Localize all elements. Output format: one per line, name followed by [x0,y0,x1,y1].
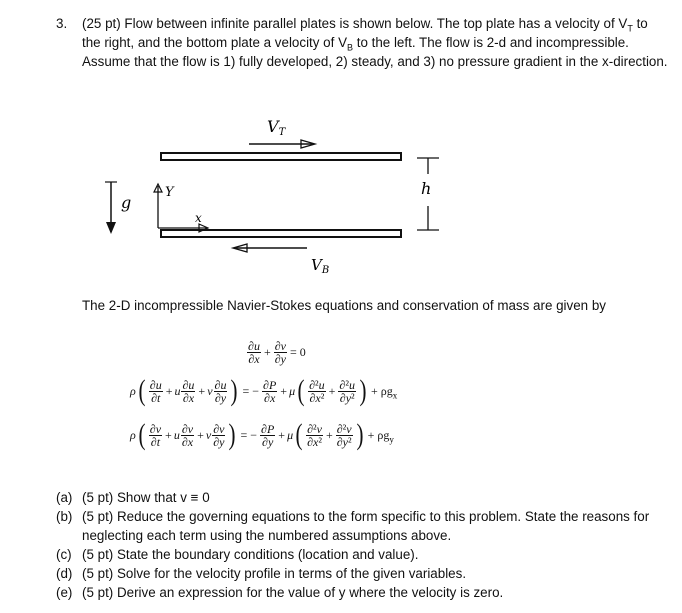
problem-text: (25 pt) Flow between infinite parallel plates is shown below. The top plate has a velocity of $V_T$ to the right, and the bottom plate a velocity of $V_B$ to the left. The flow is 2-d and incompressible. Assume that the flow is 1) fully developed, 2) steady, and 3) no pressure gradient in the x-direction. [82,16,668,69]
top-velocity-label: VT [267,117,286,138]
question-parts [56,488,668,602]
part-e: (e) (5 pt) Derive an expression for the value of y where the velocity is zero. [56,585,504,600]
bottom-velocity-label: $V_B$ [311,256,330,276]
y-axis-label: Y [165,185,174,200]
x-axis-label: x [195,211,202,225]
part-a: (a) (5 pt) Show that v ≡ 0 [56,490,210,505]
gap-label: h [421,179,432,198]
parallel-plates-diagram [95,110,455,276]
top-plate [161,153,401,160]
part-c: (c) (5 pt) State the boundary conditions (location and value). [56,547,419,562]
bottom-plate [161,230,401,237]
y-momentum-equation: ρ ( $\frac{\partial v}{\partial t}$ + u $\frac{\partial v}{\partial x}$ + v $\frac{\partial v}{\partial y}$ ) = − $\frac{\partial P}{\partial y}$ + μ ( $\frac{\text{∂²v}}{\text{∂x²}}$ + $\frac{\text{∂²v}}{\text{∂y²}}$ ) + $\rho g_y$ [130,418,394,451]
gravity-label: g [121,193,132,212]
problem-number: 3. [56,16,68,31]
ns-intro-text: The 2-D incompressible Navier-Stokes equations and conservation of mass are given by [82,298,606,313]
part-b: (b) (5 pt) Reduce the governing equations to the form specific to this problem. State the reasons for neglecting each term using the numbered assumptions above. [56,509,650,543]
x-momentum-equation: ρ ( $\frac{\partial u}{\partial t}$ + u $\frac{\partial u}{\partial x}$ + v $\frac{\partial u}{\partial y}$ ) = − $\frac{\partial P}{\partial x}$ + μ ( $\frac{\text{∂²u}}{\text{∂x²}}$ + $\frac{\text{∂²u}}{\text{∂y²}}$ ) + $\rho g_x$ [130,374,398,407]
part-d: (d) (5 pt) Solve for the velocity profile in terms of the given variables. [56,566,467,581]
continuity-equation: $\frac{\partial u}{\partial x}$ + $\frac{\partial v}{\partial y}$ = 0 [248,339,306,366]
